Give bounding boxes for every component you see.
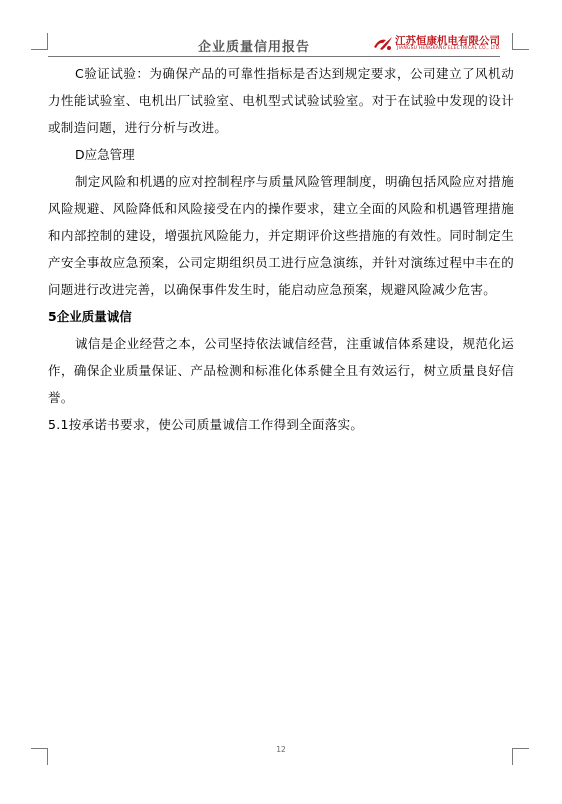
paragraph-risk-management: 制定风险和机遇的应对控制程序与质量风险管理制度，明确包括风险应对措施风险规避、风险降低和风险接受在内的操作要求，建立全面的风险和机遇管理措施和内部控制的建设，增强抗风险能力，并定期评价这些措施的有效性。同时制定生产安全事故应急预案，公司定期组织员工进行应急演练，并针对演练过程中丰在的问题进行改进完善，以确保事件发生时，能启动应急预案，规避风险减少危害。: [48, 174, 514, 297]
crop-mark-top-left: [31, 33, 48, 50]
page-number: 12: [276, 745, 286, 754]
company-logo: [373, 32, 503, 54]
crop-mark-top-right: [512, 33, 529, 50]
page-body: [48, 60, 514, 438]
subheading-emergency-management: D应急管理: [75, 147, 135, 162]
paragraph-verification-test: C验证试验：为确保产品的可靠性指标是否达到规定要求，公司建立了风机动力性能试验室、电机出厂试验室、电机型式试验试验室。对于在试验中发现的设计或制造问题，进行分析与改进。: [48, 66, 514, 135]
paragraph-5-1: 5.1按承诺书要求，使公司质量诚信工作得到全面落实。: [48, 417, 364, 432]
logo-company-name: 江苏恒康机电有限公司: [395, 35, 500, 47]
logo-mark-icon: [373, 34, 393, 52]
page-header: [48, 30, 500, 57]
logo-company-name-en: JIANGSU HENGKANG ELECTRICAL CO., LTD.: [397, 46, 501, 51]
paragraph-integrity: 诚信是企业经营之本，公司坚持依法诚信经营，注重诚信体系建设，规范化运作，确保企业质量保证、产品检测和标准化体系健全且有效运行，树立质量良好信誉。: [48, 336, 514, 405]
header-title: 企业质量信用报告: [198, 40, 311, 55]
section-title-quality-integrity: 5企业质量诚信: [48, 309, 132, 324]
